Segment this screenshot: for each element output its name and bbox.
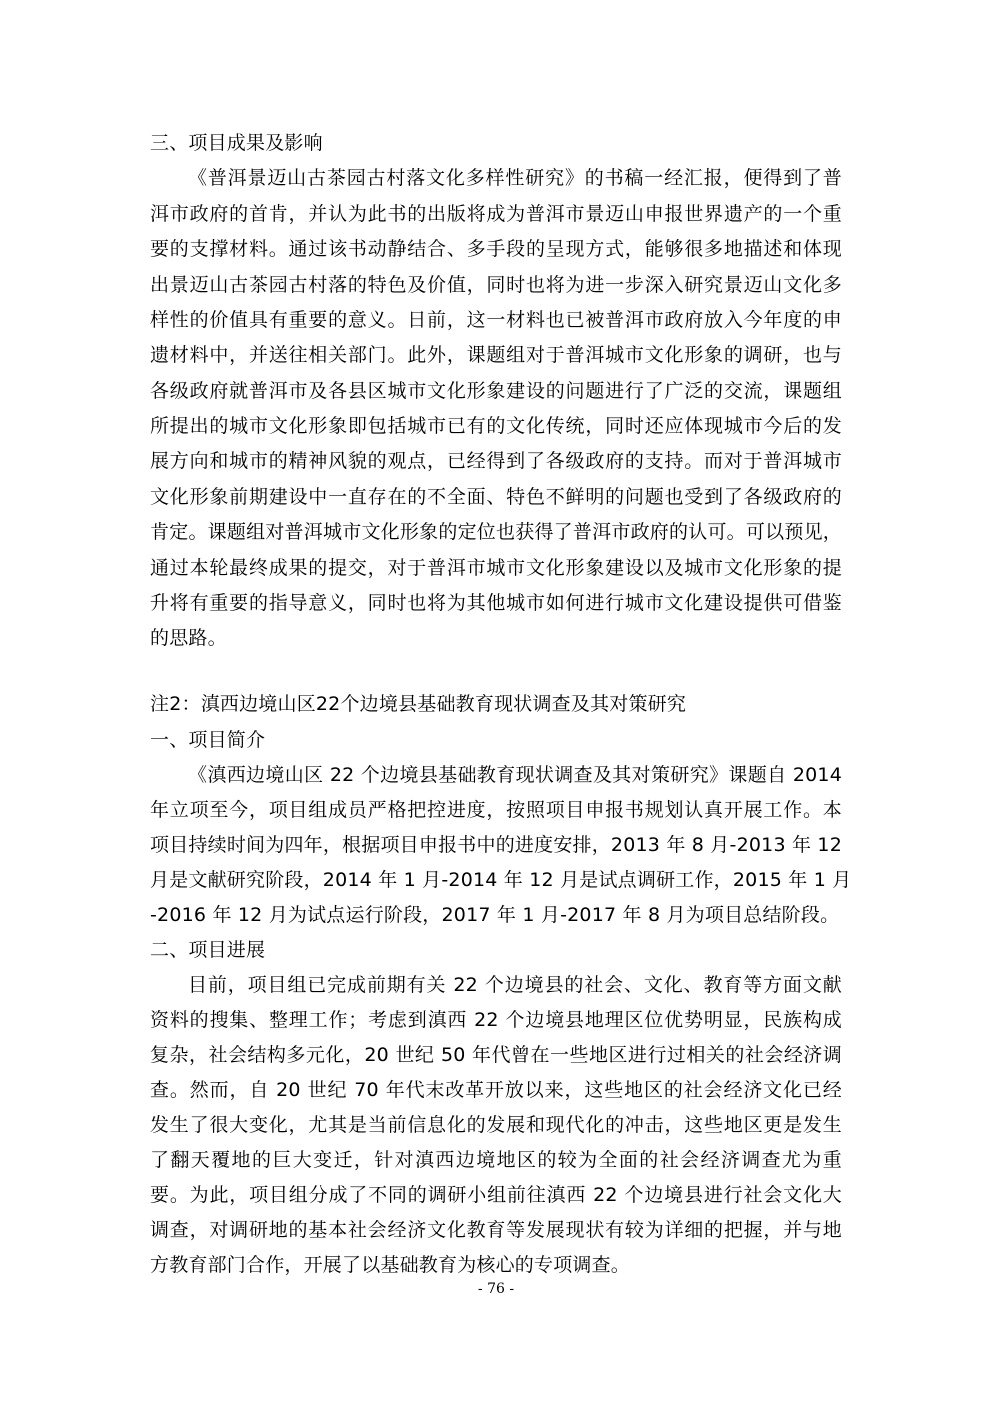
paragraph-line: 通过本轮最终成果的提交，对于普洱市城市文化形象建设以及城市文化形象的提 [150,557,842,579]
note-title: 注2：滇西边境山区22个边境县基础教育现状调查及其对策研究 [150,693,687,715]
section-heading-progress: 二、项目进展 [150,939,266,961]
page-number: - 76 - [477,1281,515,1297]
paragraph-line: 方教育部门合作，开展了以基础教育为核心的专项调查。 [150,1254,631,1276]
paragraph-line: 的思路。 [150,627,227,649]
paragraph-line: 年立项至今，项目组成员严格把控进度，按照项目申报书规划认真开展工作。本 [150,799,842,821]
paragraph-line: 所提出的城市文化形象即包括城市已有的文化传统，同时还应体现城市今后的发 [150,415,842,437]
paragraph-line: 各级政府就普洱市及各县区城市文化形象建设的问题进行了广泛的交流，课题组 [150,380,842,402]
paragraph-line: 发生了很大变化，尤其是当前信息化的发展和现代化的冲击，这些地区更是发生 [150,1114,842,1136]
paragraph-line: 资料的搜集、整理工作；考虑到滇西 22 个边境县地理区位优势明显，民族构成 [150,1009,842,1031]
paragraph-line: 样性的价值具有重要的意义。日前，这一材料也已被普洱市政府放入今年度的申 [150,309,842,331]
paragraph-line: 《滇西边境山区 22 个边境县基础教育现状调查及其对策研究》课题自 2014 [188,764,842,786]
paragraph-line: -2016 年 12 月为试点运行阶段，2017 年 1 月-2017 年 8 月为项目总结阶段。 [150,904,840,926]
paragraph-line: 目前，项目组已完成前期有关 22 个边境县的社会、文化、教育等方面文献 [188,974,842,996]
paragraph-line: 了翻天覆地的巨大变迁，针对滇西边境地区的较为全面的社会经济调查尤为重 [150,1149,842,1171]
paragraph-line: 复杂，社会结构多元化，20 世纪 50 年代曾在一些地区进行过相关的社会经济调 [150,1044,842,1066]
paragraph-line: 查。然而，自 20 世纪 70 年代末改革开放以来，这些地区的社会经济文化已经 [150,1079,842,1101]
paragraph-line: 月是文献研究阶段，2014 年 1 月-2014 年 12 月是试点调研工作，2015 年 1 月 [150,869,852,891]
paragraph-line: 遗材料中，并送往相关部门。此外，课题组对于普洱城市文化形象的调研，也与 [150,344,842,366]
paragraph-line: 展方向和城市的精神风貌的观点，已经得到了各级政府的支持。而对于普洱城市 [150,450,842,472]
paragraph-line: 《普洱景迈山古茶园古村落文化多样性研究》的书稿一经汇报，便得到了普 [188,167,842,189]
paragraph-line: 要。为此，项目组分成了不同的调研小组前往滇西 22 个边境县进行社会文化大 [150,1184,842,1206]
paragraph-line: 肯定。课题组对普洱城市文化形象的定位也获得了普洱市政府的认可。可以预见， [150,521,842,543]
paragraph-line: 升将有重要的指导意义，同时也将为其他城市如何进行城市文化建设提供可借鉴 [150,592,842,614]
paragraph-line: 出景迈山古茶园古村落的特色及价值，同时也将为进一步深入研究景迈山文化多 [150,274,842,296]
paragraph-line: 洱市政府的首肯，并认为此书的出版将成为普洱市景迈山申报世界遗产的一个重 [150,203,842,225]
paragraph-line: 要的支撑材料。通过该书动静结合、多手段的呈现方式，能够很多地描述和体现 [150,238,842,260]
paragraph-line: 调查，对调研地的基本社会经济文化教育等发展现状有较为详细的把握，并与地 [150,1219,842,1241]
paragraph-line: 项目持续时间为四年，根据项目申报书中的进度安排，2013 年 8 月-2013 年 12 [150,834,842,856]
paragraph-line: 文化形象前期建设中一直存在的不全面、特色不鲜明的问题也受到了各级政府的 [150,486,842,508]
section-heading-intro: 一、项目简介 [150,729,266,751]
section-heading-results: 三、项目成果及影响 [150,132,323,154]
